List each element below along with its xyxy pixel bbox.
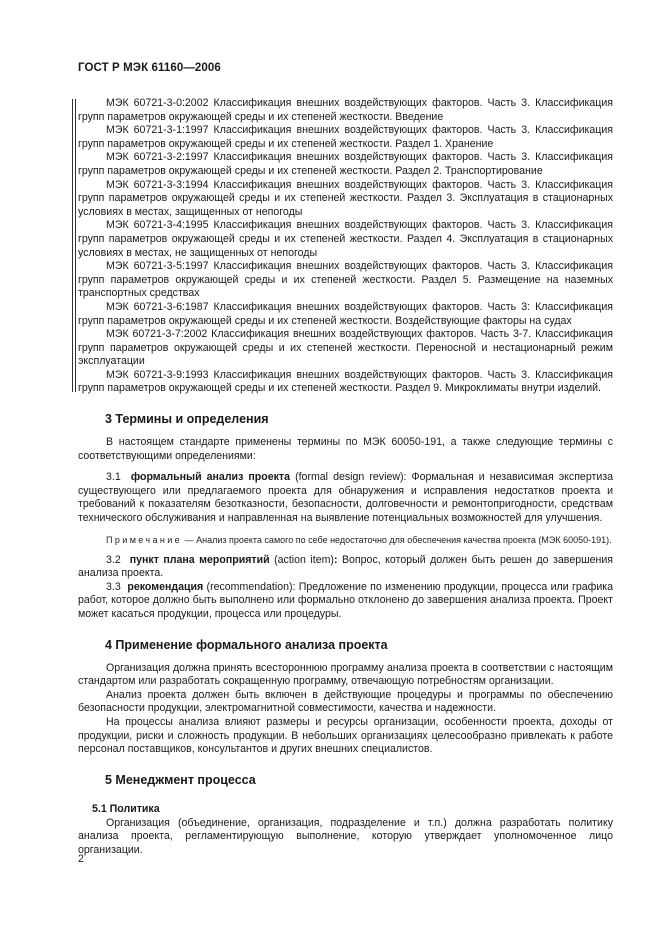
term-name: рекомендация: [127, 580, 204, 593]
page-number: 2: [78, 853, 84, 865]
term-definition: Вопрос, который должен быть решен до завершения анализа проекта.: [78, 553, 613, 580]
term-number: 3.3: [106, 580, 121, 593]
reference-item: МЭК 60721-3-3:1994 Классификация внешних воздействующих факторов. Часть 3. Классификация групп параметров окружающей среды и их степеней жесткости. Раздел 3. Эксплуатация в стационарных условиях в местах, защищенных от непогоды: [78, 178, 613, 218]
section-3-intro: В настоящем стандарте применены термины по МЭК 60050-191, а также следующие термины с соответствующими определениями:: [78, 436, 613, 462]
change-bar: [75, 99, 76, 392]
term-name: формальный анализ проекта: [130, 471, 291, 484]
reference-item: МЭК 60721-3-0:2002 Классификация внешних воздействующих факторов. Часть 3. Классификация групп параметров окружающей среды и их степеней жесткости. Введение: [78, 97, 613, 123]
section-3-heading: 3 Термины и определения: [105, 412, 269, 427]
term-3-1: [78, 471, 613, 525]
term-definition: (formal design review): Формальная и независимая экспертиза существующего или предлагаемого проекта для обнаружения и исправления недостатков проекта и требований к показателям безотказности, безопасности, долговечности и ремонтопригодности, средствам технического обслуживания и направленная на выявление потенциальных возможностей для улучшения.: [78, 471, 613, 525]
paragraph: Анализ проекта должен быть включен в действующие процедуры и программы по обеспечению безопасности продукции, электромагнитной совместимости, качества и надежности.: [78, 688, 613, 715]
subsection-5-1-heading: 5.1 Политика: [92, 802, 160, 815]
term-number: 3.1: [106, 471, 121, 484]
paragraph: Организация (объединение, организация, подразделение и т.п.) должна разработать политику анализа проекта, регламентирующую выполнение, которую утверждает уполномоченное лицо организации.: [78, 816, 613, 856]
note-label: Примечание: [106, 534, 183, 545]
term-number: 3.2: [106, 553, 121, 566]
reference-item: МЭК 60721-3-9:1993 Классификация внешних воздействующих факторов. Часть 3. Классификация групп параметров окружающей среды и их степеней жесткости. Раздел 9. Микроклиматы внутри изделий.: [78, 368, 613, 395]
change-bar: [72, 99, 73, 392]
reference-item: МЭК 60721-3-1:1997 Классификация внешних воздействующих факторов. Часть 3. Классификация групп параметров окружающей среды и их степеней жесткости. Раздел 1. Хранение: [78, 124, 613, 150]
document-page: [78, 62, 613, 858]
term-3-2: [78, 554, 613, 581]
section-5-heading: 5 Менеджмент процесса: [105, 772, 256, 787]
document-header: ГОСТ Р МЭК 61160—2006: [78, 62, 221, 74]
term-name: пункт плана мероприятий: [129, 553, 270, 566]
reference-item: МЭК 60721-3-7:2002 Классификация внешних воздействующих факторов. Часть 3-7. Классификация групп параметров окружающей среды и их степеней жесткости. Переносной и нестационарный режим эксплуатации: [78, 328, 613, 368]
paragraph: На процессы анализа влияют размеры и ресурсы организации, особенности проекта, доходы от продукции, риски и сложность продукции. В небольших организациях целесообразно привлекать к работе персонал поставщиков, консультантов и других внешних специалистов.: [78, 715, 613, 756]
term-definition: (recommendation): Предложение по изменению продукции, процесса или графика работ, которое должно быть выполнено или формально отклонено до завершения анализа проекта. Проект может касаться продукции, процесса или процедуры.: [78, 580, 613, 620]
section-4-heading: 4 Применение формального анализа проекта: [105, 637, 388, 652]
term-english: (action item): [269, 553, 334, 566]
reference-item: МЭК 60721-3-5:1997 Классификация внешних воздействующих факторов. Часть 3. Классификация групп параметров окружающей среды и их степеней жесткости. Раздел 5. Размещение на наземных транспортных средствах: [78, 260, 613, 300]
term-colon: :: [333, 553, 338, 566]
normative-references: [78, 97, 613, 396]
term-3-3: [78, 581, 613, 622]
reference-item: МЭК 60721-3-2:1997 Классификация внешних воздействующих факторов. Часть 3. Классификация групп параметров окружающей среды и их степеней жесткости. Раздел 2. Транспортирование: [78, 151, 613, 177]
paragraph: Организация должна принять всестороннюю программу анализа проекта в соответствии с настоящим стандартом или разработать сокращенную программу, отвечающую потребностям организации.: [78, 661, 613, 688]
reference-item: МЭК 60721-3-4:1995 Классификация внешних воздействующих факторов. Часть 3. Классификация групп параметров окружающей среды и их степеней жесткости. Раздел 4. Эксплуатация в стационарных условиях в местах, не защищенных от непогоды: [78, 219, 613, 259]
note: [78, 534, 613, 546]
note-text: — Анализ проекта самого по себе недостаточно для обеспечения качества проекта (МЭК 60050-191).: [182, 534, 612, 545]
reference-item: МЭК 60721-3-6:1987 Классификация внешних воздействующих факторов. Часть 3: Классификация групп параметров окружающей среды и их степеней жесткости. Воздействующие факторы на судах: [78, 300, 613, 327]
